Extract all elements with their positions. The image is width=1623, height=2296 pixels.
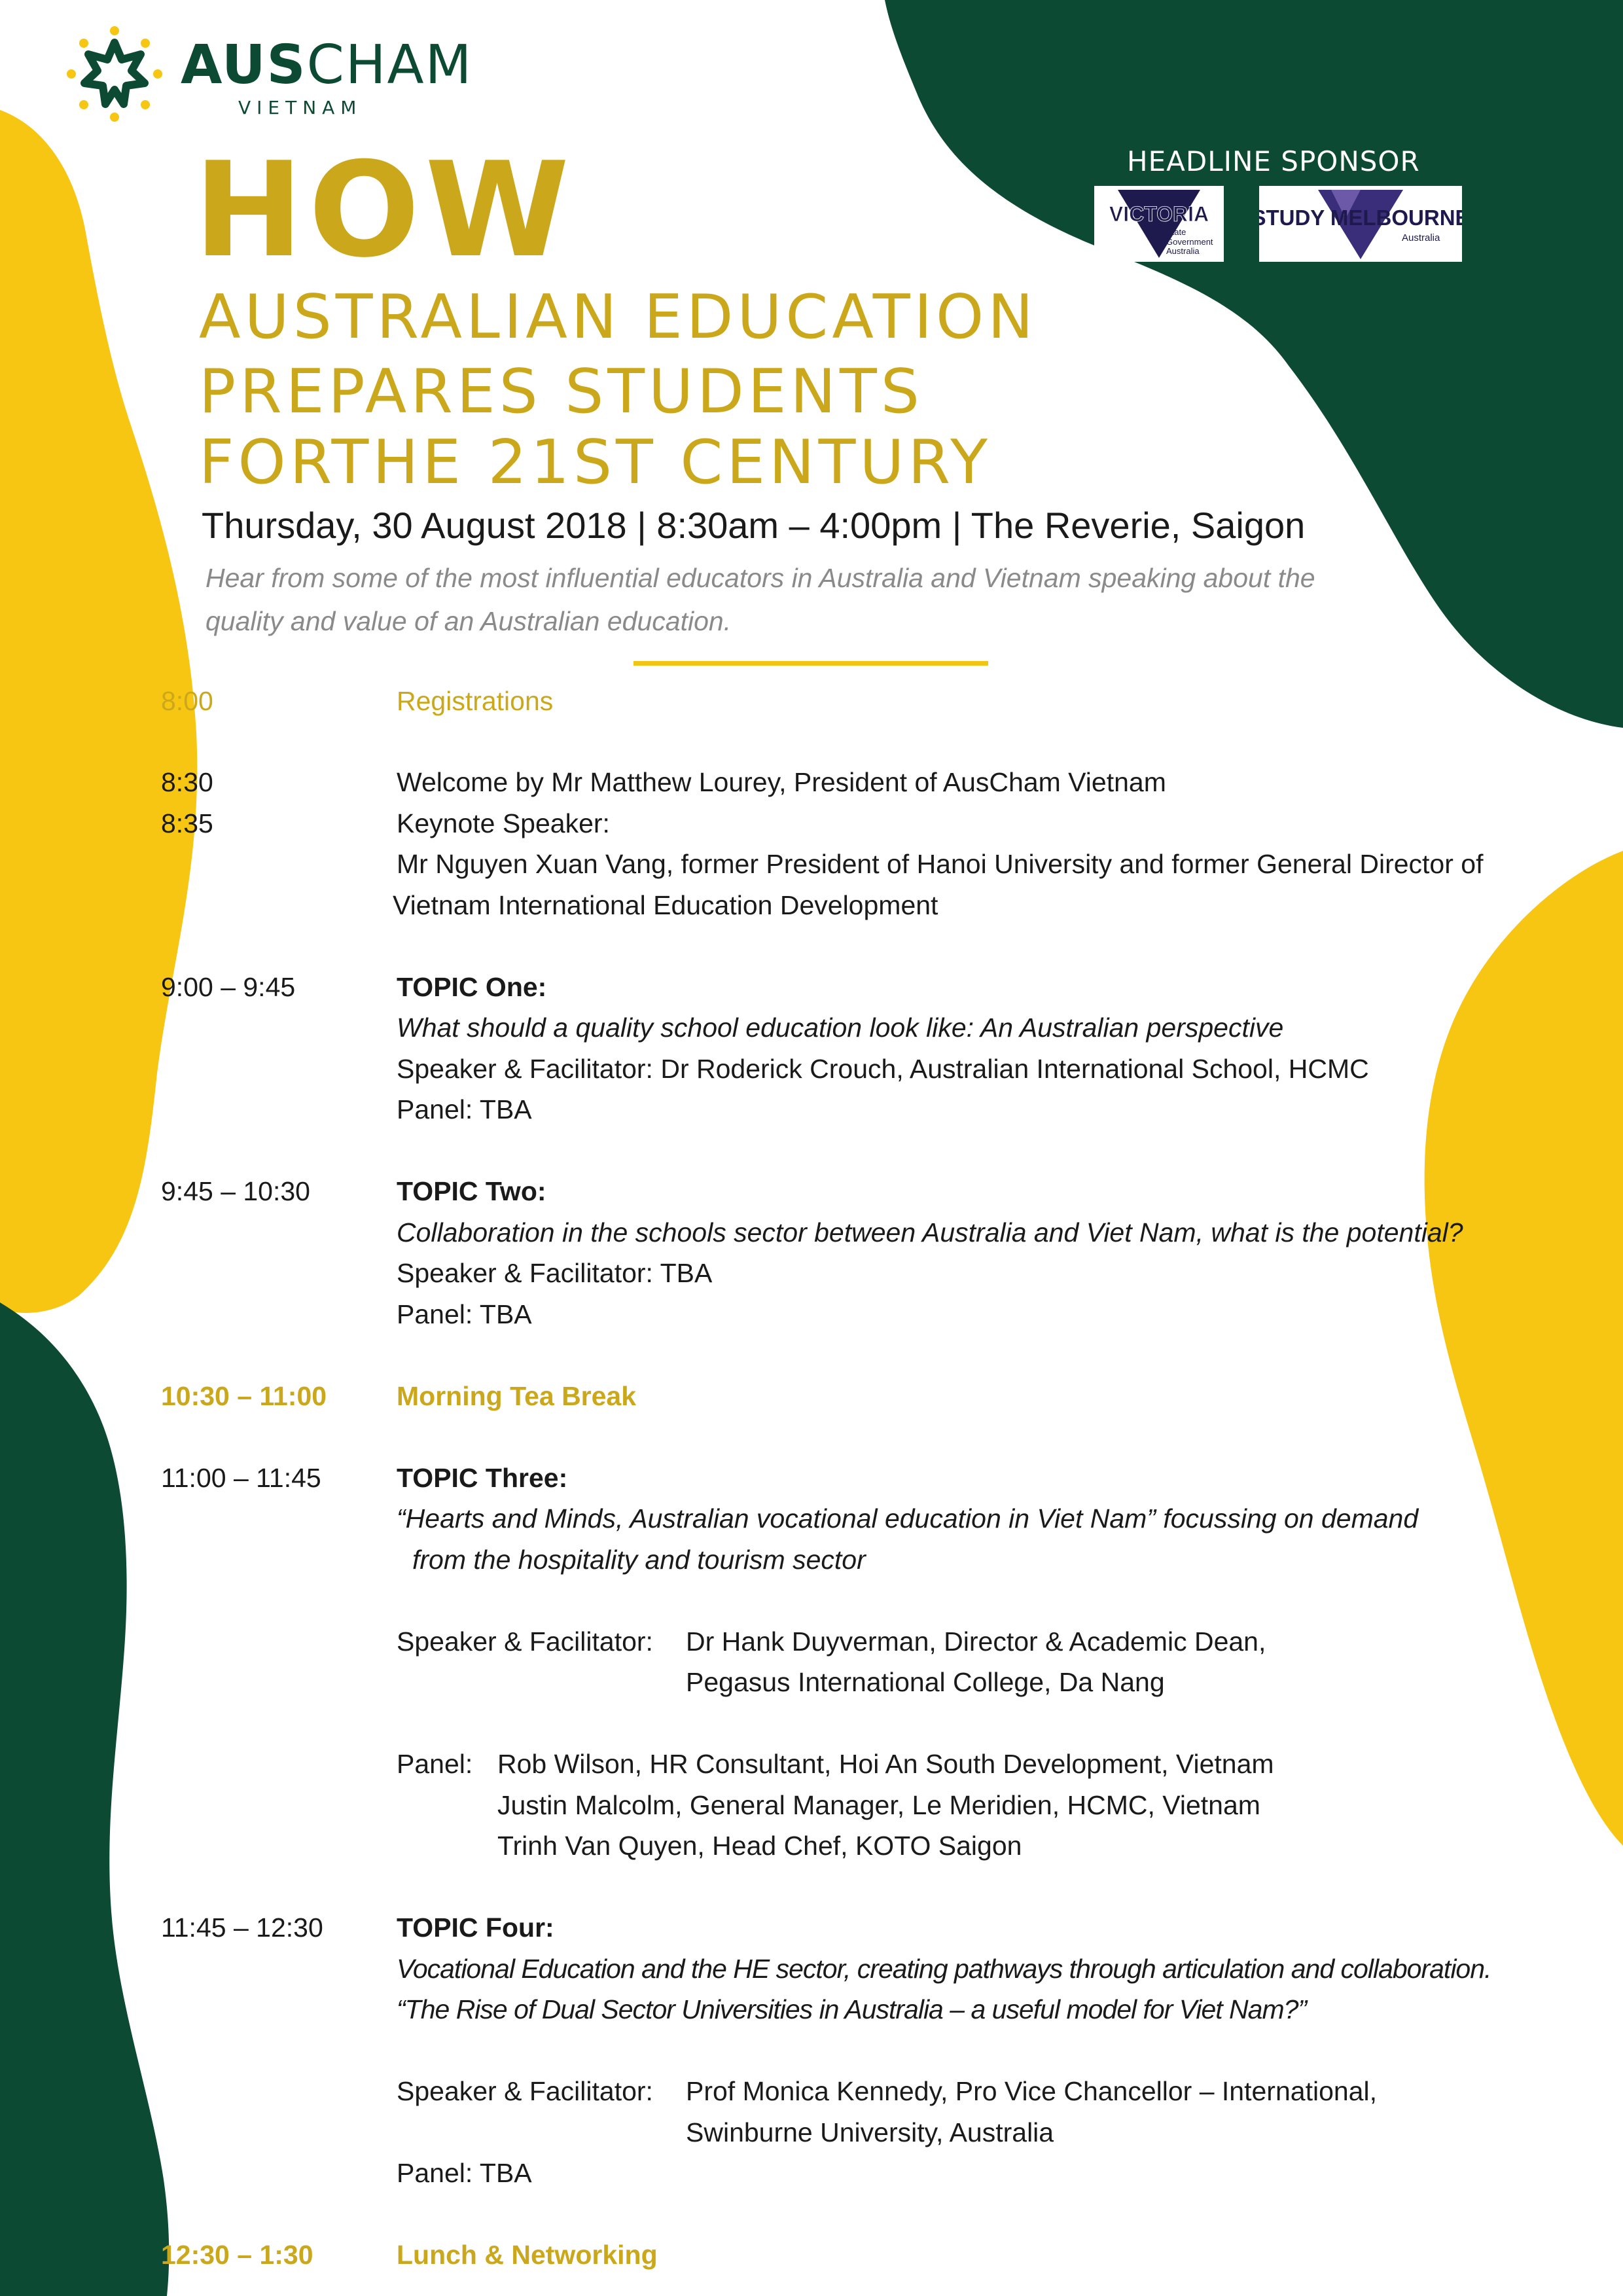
topic-four-question-line-1: Vocational Education and the HE sector, creating pathways through articulation and collaboration. [397,1954,1491,1984]
topic-one-panel: Panel: TBA [397,1094,532,1124]
title-how: HOW [194,134,575,287]
topic-three-speaker-label: Speaker & Facilitator: [397,1626,653,1657]
topic-three-panel-label: Panel: [397,1749,473,1779]
event-details: Thursday, 30 August 2018 | 8:30am – 4:00pm | The Reverie, Saigon [202,505,1306,546]
agenda-time: 9:00 – 9:45 [161,972,296,1002]
topic-four-speaker-label: Speaker & Facilitator: [397,2076,653,2106]
study-melbourne-sponsor-logo [1259,186,1462,262]
agenda-time: 9:45 – 10:30 [161,1176,310,1206]
melbourne-name: STUDY MELBOURNE [1259,206,1462,230]
topic-two-panel: Panel: TBA [397,1299,532,1329]
victoria-sponsor-logo [1094,186,1224,262]
topic-three-question-line-1: “Hearts and Minds, Australian vocational education in Viet Nam” focussing on demand [397,1503,1419,1534]
victoria-line3: Australia [1166,246,1200,256]
auscham-star-icon [65,25,164,123]
topic-three-panelist: Trinh Van Quyen, Head Chef, KOTO Saigon [497,1831,1022,1861]
logo-subtitle: VIETNAM [238,97,363,118]
agenda-item-lunch: Lunch & Networking [397,2240,658,2270]
topic-four-panel: Panel: TBA [397,2158,532,2188]
topic-one-question: What should a quality school education look like: An Australian perspective [397,1013,1284,1043]
yellow-blob-right [1425,851,1623,1846]
victoria-line1: State [1166,227,1186,237]
title-line-2: PREPARES STUDENTS [199,356,923,427]
topic-four-title: TOPIC Four: [397,1912,554,1943]
topic-three-speaker-line-2: Pegasus International College, Da Nang [686,1667,1165,1697]
agenda-item-morning-tea: Morning Tea Break [397,1381,637,1411]
agenda-item-registrations: Registrations [397,686,554,716]
sponsor-heading: HEADLINE SPONSOR [1127,145,1420,177]
auscham-logo [65,25,473,123]
agenda-item-keynote: Keynote Speaker: [397,808,610,838]
topic-three-question-line-2: from the hospitality and tourism sector [412,1545,866,1575]
topic-one-title: TOPIC One: [397,972,547,1002]
logo-cham: CHAM [306,34,473,96]
topic-two-title: TOPIC Two: [397,1176,546,1206]
agenda-time: 12:30 – 1:30 [161,2240,313,2270]
topic-two-question: Collaboration in the schools sector between Australia and Viet Nam, what is the potential? [397,1217,1463,1247]
logo-wordmark [181,34,473,96]
agenda-time: 8:30 [161,767,213,797]
melbourne-sub: Australia [1402,232,1440,243]
victoria-name: VICTORIA [1109,202,1209,226]
topic-three-panelist: Justin Malcolm, General Manager, Le Meridien, HCMC, Vietnam [497,1790,1260,1820]
topic-three-speaker-line-1: Dr Hank Duyverman, Director & Academic Dean, [686,1626,1266,1657]
intro-text: Hear from some of the most influential educators in Australia and Vietnam speaking about the quality and value of an Australian education. [205,563,1315,636]
agenda-time: 8:00 [161,686,213,716]
logo-aus: AUS [181,34,307,96]
agenda-time: 11:45 – 12:30 [161,1912,323,1943]
title-line-3: FORTHE 21ST CENTURY [199,427,991,497]
topic-three-panelist: Rob Wilson, HR Consultant, Hoi An South Development, Vietnam [497,1749,1274,1779]
green-blob-bottom-left [0,1302,169,2296]
keynote-speaker-line-2: Vietnam International Education Development [393,890,938,920]
topic-four-question-line-2: “The Rise of Dual Sector Universities in Australia – a useful model for Viet Nam?” [397,1994,1307,2024]
agenda-time: 11:00 – 11:45 [161,1463,321,1493]
victoria-line2: Government [1166,237,1213,247]
topic-four-speaker-line-2: Swinburne University, Australia [686,2117,1054,2147]
divider [633,661,988,666]
topic-four-speaker-line-1: Prof Monica Kennedy, Pro Vice Chancellor – International, [686,2076,1377,2106]
agenda-item-welcome: Welcome by Mr Matthew Lourey, President of AusCham Vietnam [397,767,1166,797]
agenda-time: 8:35 [161,808,213,838]
agenda-time: 10:30 – 11:00 [161,1381,327,1411]
topic-one-speaker: Speaker & Facilitator: Dr Roderick Crouch, Australian International School, HCMC [397,1054,1369,1084]
topic-two-speaker: Speaker & Facilitator: TBA [397,1258,713,1288]
title-line-1: AUSTRALIAN EDUCATION [199,281,1037,352]
topic-three-title: TOPIC Three: [397,1463,568,1493]
keynote-speaker-line-1: Mr Nguyen Xuan Vang, former President of Hanoi University and former General Director of [397,849,1484,879]
